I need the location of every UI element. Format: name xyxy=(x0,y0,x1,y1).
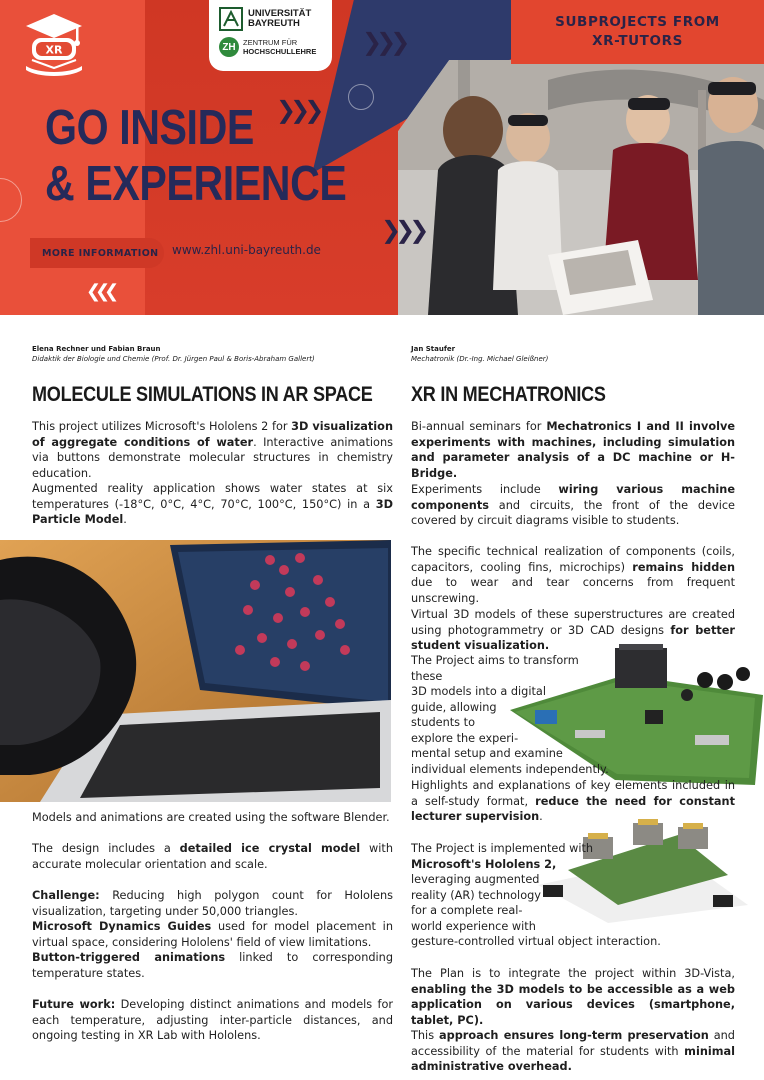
website-url[interactable]: www.zhl.uni-bayreuth.de xyxy=(172,243,321,257)
left-section-title: MOLECULE SIMULATIONS IN AR SPACE xyxy=(32,383,373,406)
right-paragraph-6b: gesture-controlled virtual object interaction. xyxy=(411,935,661,948)
right-paragraph-1: Bi-annual seminars for Mechatronics I and II involve experiments with machines, including simulation and parameter analysis of a DC machine or H-Bridge. xyxy=(411,420,735,480)
chevrons-decor-icon: ❯❯❯ xyxy=(381,216,424,244)
students-hololens-photo xyxy=(398,60,764,315)
university-line1: UNIVERSITÄT xyxy=(248,8,312,19)
right-paragraph-4b: The Project aims to transform these 3D models into a digital guide, allowing students to explore the experi- mental setup and examine individual elements independently. xyxy=(411,654,609,776)
zhl-logo-icon: ZH xyxy=(219,37,239,57)
chevrons-decor-icon: ❯❯❯ xyxy=(276,96,319,124)
header-banner xyxy=(0,0,764,315)
subprojects-line1: SUBPROJECTS FROM xyxy=(555,14,720,30)
chevrons-decor-icon: ❯❯❯ xyxy=(362,28,405,56)
right-paragraph-4: Virtual 3D models of these superstructures are created using photogrammetry or 3D CAD designs for better student visualization. xyxy=(411,608,735,652)
left-affiliation: Didaktik der Biologie und Chemie (Prof. Dr. Jürgen Paul & Boris-Abraham Gallert) xyxy=(32,355,315,363)
xr-logo-text: XR xyxy=(45,43,63,57)
left-paragraph-6: Future work: Developing distinct animations and models for each temperature, adjusting inter-particle distances, and ongoing testing in XR Lab with Hololens. xyxy=(32,998,394,1042)
right-section-title: XR IN MECHATRONICS xyxy=(411,383,606,406)
left-paragraph-5: Challenge: Reducing high polygon count for Hololens visualization, targeting under 50,000 triangles. Microsoft Dynamics Guides used for model placement in virtual space, considering Hololens' field of view limitations. Button-triggered animations linked to corresponding temperature states. xyxy=(32,889,394,980)
right-paragraph-2: Experiments include wiring various machine components and circuits, the front of the device covered by circuit diagrams visible to students. xyxy=(411,483,735,527)
left-paragraph-4: The design includes a detailed ice crystal model with accurate molecular orientation and scale. xyxy=(32,842,394,871)
left-paragraph-3: Models and animations are created using the software Blender. xyxy=(32,811,390,824)
zhl-line2: HOCHSCHULLEHRE xyxy=(243,47,317,56)
zhl-line1: ZENTRUM FÜR xyxy=(243,38,298,47)
right-paragraph-3: The specific technical realization of components (coils, capacitors, cooling fins, microchips) remains hidden due to wear and tear concerns from frequent unscrewing. xyxy=(411,545,736,605)
right-paragraph-6: The Project is implemented with Microsoft's Hololens 2, leveraging augmented reality (AR) technology for a complete real- world experience with xyxy=(411,842,594,933)
more-information-label: MORE INFORMATION xyxy=(42,247,159,259)
right-authors: Jan Staufer xyxy=(411,345,456,353)
hero-title-line1: GO INSIDE xyxy=(45,101,254,155)
left-paragraph-2: Augmented reality application shows water states at six temperatures (-18°C, 0°C, 4°C, 70°C, 100°C, 150°C) in a 3D Particle Model. xyxy=(32,482,393,526)
university-line2: BAYREUTH xyxy=(248,18,300,29)
decor-circle xyxy=(348,84,374,110)
chevrons-left-decor-icon: ❮❮❮ xyxy=(86,281,114,302)
right-paragraph-5: Highlights and explanations of key elements included in a self-study format, reduce the need for constant lecturer supervision. xyxy=(411,779,735,823)
xr-tutors-logo xyxy=(18,10,90,82)
left-paragraph-1: This project utilizes Microsoft's Hololens 2 for 3D visualization of aggregate conditions of water. Interactive animations via buttons demonstrate molecular structures in chemistry education. xyxy=(32,420,393,480)
more-information-button[interactable] xyxy=(30,238,164,268)
university-emblem-icon xyxy=(219,7,243,31)
right-affiliation: Mechatronik (Dr.-Ing. Michael Gleißner) xyxy=(411,355,549,363)
right-paragraph-7: The Plan is to integrate the project within 3D-Vista, enabling the 3D models to be accessible as a web application on various devices (smartphone, tablet, PC). This approach ensures long-term preservation and accessibility of the material for students with minimal administrative overhead. xyxy=(411,967,735,1073)
subprojects-box xyxy=(511,0,764,64)
vr-headset-laptop-image xyxy=(0,540,391,802)
university-logo-box xyxy=(209,0,332,71)
hero-title-line2: & EXPERIENCE xyxy=(45,157,347,211)
left-authors: Elena Rechner und Fabian Braun xyxy=(32,345,161,353)
subprojects-line2: XR-TUTORS xyxy=(592,33,683,49)
